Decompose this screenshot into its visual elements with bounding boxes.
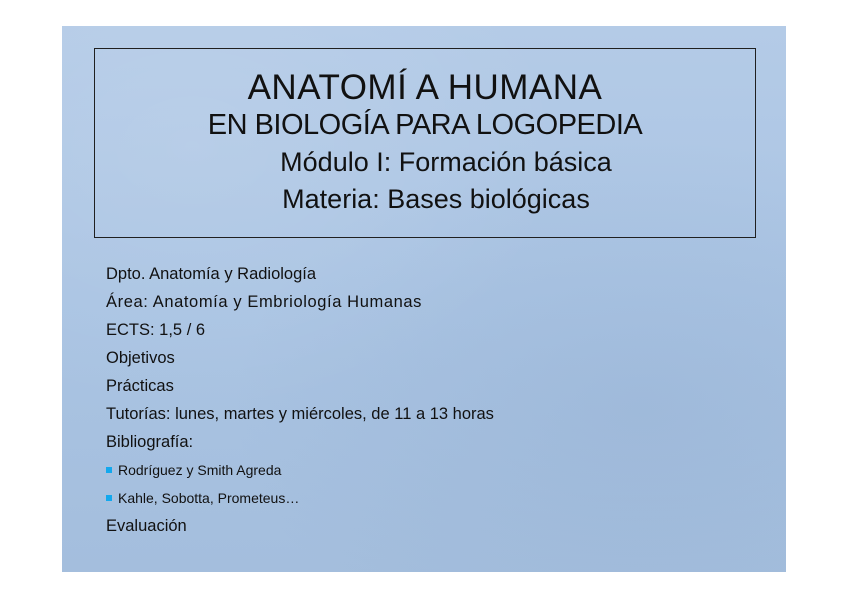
bibliography-heading: Bibliografía: xyxy=(106,433,194,451)
title-box xyxy=(94,48,756,238)
list-item xyxy=(106,484,746,512)
slide-content xyxy=(106,260,746,540)
bullet-square-icon xyxy=(106,467,112,473)
slide-subtitle: EN BIOLOGÍA PARA LOGOPEDIA xyxy=(207,109,643,141)
department-line: Dpto. Anatomía y Radiología xyxy=(106,265,317,283)
bullet-square-icon xyxy=(106,495,112,501)
list-item xyxy=(106,456,746,484)
tutorials-line: Tutorías: lunes, martes y miércoles, de 11 a 13 horas xyxy=(106,405,494,423)
bibliography-item-label: Rodríguez y Smith Agreda xyxy=(118,462,282,478)
slide xyxy=(62,26,786,572)
objectives-line: Objetivos xyxy=(106,349,175,367)
module-line: Módulo I: Formación básica xyxy=(280,147,612,177)
slide-title: ANATOMÍ A HUMANA xyxy=(247,68,603,107)
practices-line: Prácticas xyxy=(106,377,174,395)
ects-line: ECTS: 1,5 / 6 xyxy=(106,321,206,339)
subject-line: Materia: Bases biológicas xyxy=(282,184,590,214)
evaluation-line: Evaluación xyxy=(106,517,187,535)
area-line: Área: Anatomía y Embriología Humanas xyxy=(106,293,422,311)
bibliography-list xyxy=(106,456,746,512)
bibliography-item-label: Kahle, Sobotta, Prometeus… xyxy=(118,490,300,506)
